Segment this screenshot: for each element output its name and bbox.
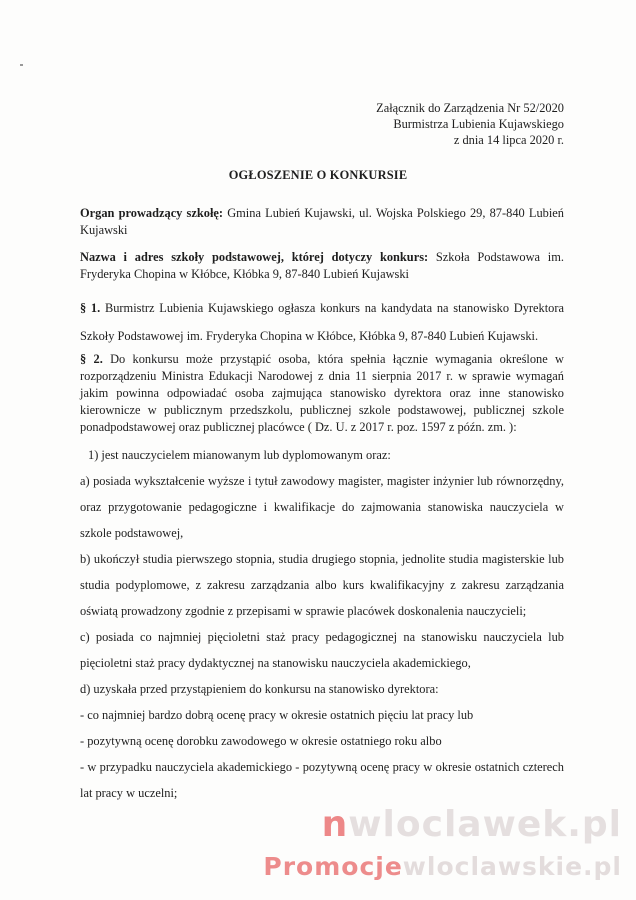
list-item-d2: - pozytywną ocenę dorobku zawodowego w okresie ostatniego roku albo — [80, 734, 442, 748]
section-2-text: Do konkursu może przystąpić osoba, która spełnia łącznie wymagania określone w rozporządzeniu Ministra Edukacji Narodowej z dnia 11 sierpnia 2017 r. w sprawie wymagań jakim powinna odpowiadać osoba zajmująca stanowisko dyrektora oraz inne stanowisko kierownicze w publicznym przedszkolu, publicznej szkole podstawowej, publicznej szkole ponadpodstawowej oraz publicznej placówce ( Dz. U. z 2017 r. poz. 1597 z późn. zm. ): — [80, 352, 564, 434]
header-line-2: Burmistrza Lubienia Kujawskiego — [393, 117, 564, 131]
list-item-d1: - co najmniej bardzo dobrą ocenę pracy w okresie ostatnich pięciu lat pracy lub — [80, 708, 474, 722]
organ-paragraph — [80, 205, 564, 239]
watermark-accent-1: n — [321, 804, 349, 845]
watermark-logo-primary — [322, 804, 622, 845]
watermark-rest-1: wloclawek.pl — [348, 804, 622, 845]
school-label: Nazwa i adres szkoły podstawowej, której dotyczy konkurs: — [80, 250, 429, 264]
school-text: Szkoła Podstawowa im. Fryderyka Chopina w Kłóbce, Kłóbka 9, 87-840 Lubień Kujawski — [80, 250, 564, 281]
section-1-label: § 1. — [80, 301, 101, 315]
section-2-paragraph — [80, 351, 564, 436]
section-2-label: § 2. — [80, 352, 103, 366]
document-title: OGŁOSZENIE O KONKURSIE — [228, 168, 408, 182]
organ-text: Gmina Lubień Kujawski, ul. Wojska Polskiego 29, 87-840 Lubień Kujawski — [80, 206, 564, 237]
list-item-b: b) ukończył studia pierwszego stopnia, studia drugiego stopnia, jednolite studia magisterskie lub studia podyplomowe, z zakresu zarządzania albo kurs kwalifikacyjny z zakresu zarządzania oświatą prowadzony zgodnie z przepisami w sprawie placówek doskonalenia nauczycieli; — [80, 552, 564, 618]
watermark-rest-2: wloclawskie.pl — [402, 852, 622, 881]
list-item-a: a) posiada wykształcenie wyższe i tytuł zawodowy magister, magister inżynier lub równorzędny, oraz przygotowanie pedagogiczne i kwalifikacje do zajmowania stanowiska nauczyciela w szkole podstawowej, — [80, 474, 564, 540]
section-1-paragraph — [80, 294, 564, 350]
list-item-d3: - w przypadku nauczyciela akademickiego - pozytywną ocenę pracy w okresie ostatnich czterech lat pracy w uczelni; — [80, 760, 564, 800]
header-line-1: Załącznik do Zarządzenia Nr 52/2020 — [376, 101, 564, 115]
organ-label: Organ prowadzący szkołę: — [80, 206, 224, 220]
attachment-header — [376, 100, 564, 148]
section-1-text: Burmistrz Lubienia Kujawskiego ogłasza konkurs na kandydata na stanowisko Dyrektora Szkoły Podstawowej im. Fryderyka Chopina w Kłóbce, Kłóbka 9, 87-840 Lubień Kujawski. — [80, 301, 564, 343]
requirements-list — [80, 442, 564, 806]
list-item-c: c) posiada co najmniej pięcioletni staż pracy pedagogicznej na stanowisku nauczyciela lub pięcioletni staż pracy dydaktycznej na stanowisku nauczyciela akademickiego, — [80, 630, 564, 670]
list-item-1: 1) jest nauczycielem mianowanym lub dyplomowanym oraz: — [88, 448, 391, 462]
header-line-3: z dnia 14 lipca 2020 r. — [453, 133, 564, 147]
watermark-accent-2: Promocje — [263, 852, 403, 881]
list-item-d: d) uzyskała przed przystąpieniem do konkursu na stanowisko dyrektora: — [80, 682, 439, 696]
scan-speck — [20, 64, 23, 66]
school-paragraph — [80, 249, 564, 283]
watermark-logo-secondary — [263, 852, 622, 881]
